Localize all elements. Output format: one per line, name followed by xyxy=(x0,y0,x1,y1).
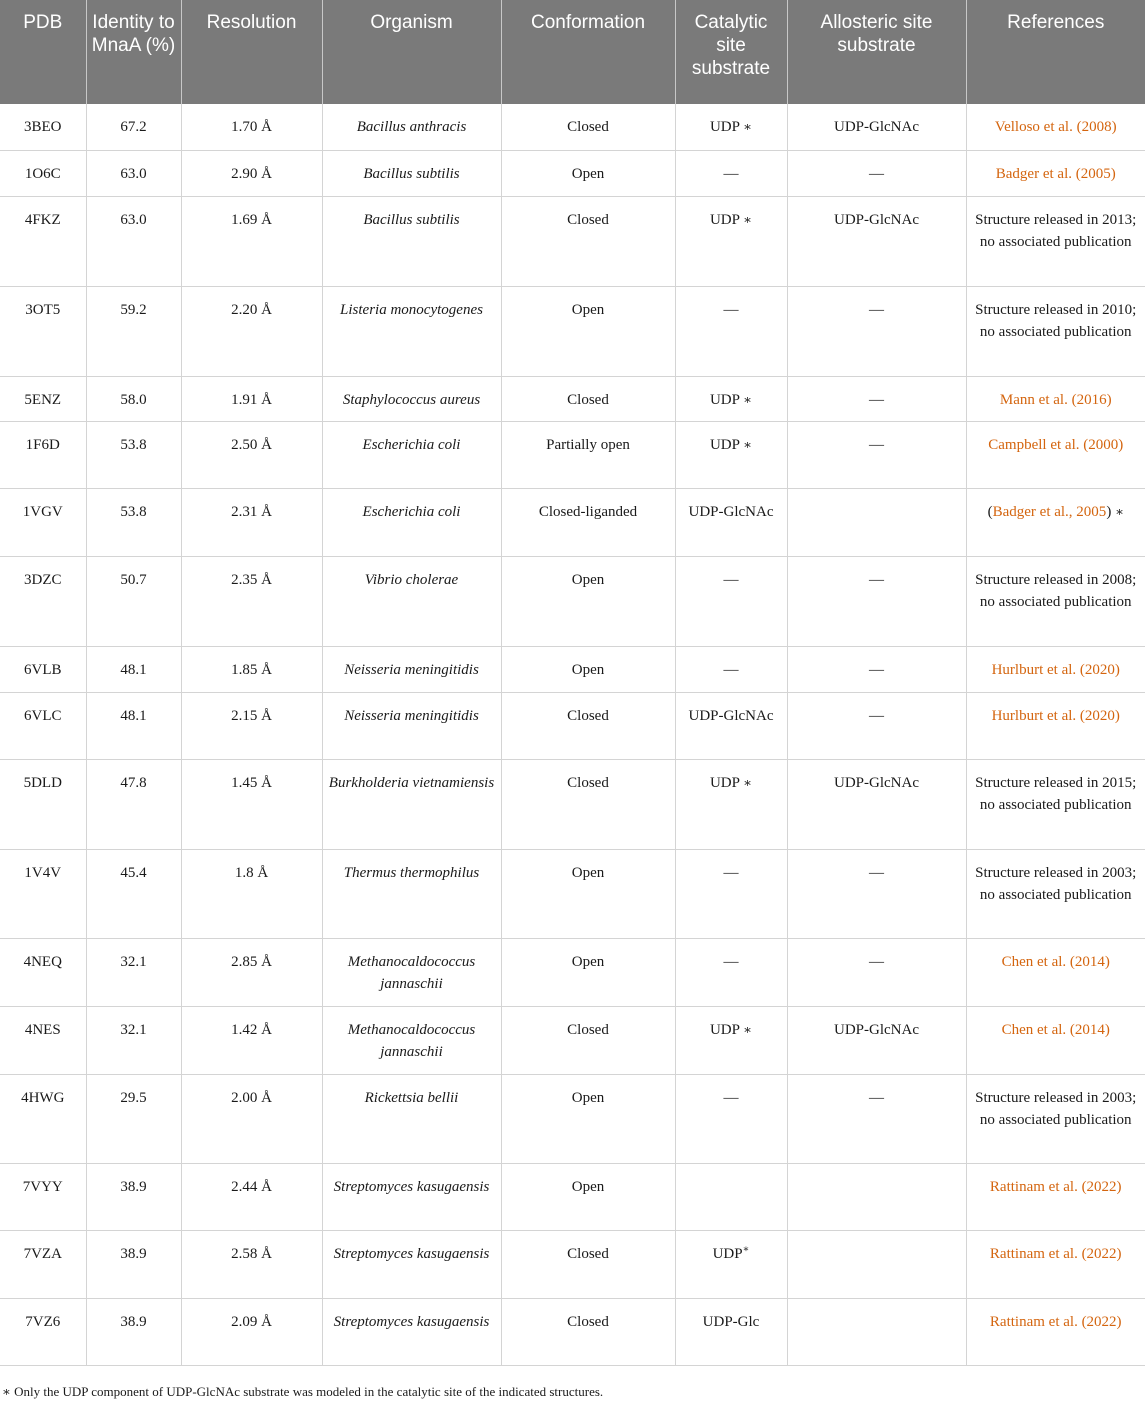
cell-conformation: Partially open xyxy=(501,421,675,488)
table-row xyxy=(0,104,1145,150)
cell-organism: Thermus thermophilus xyxy=(322,849,501,938)
cell-catalytic: — xyxy=(675,286,787,376)
cell-pdb: 4FKZ xyxy=(0,196,86,286)
cell-conformation: Closed xyxy=(501,104,675,150)
reference-link[interactable]: Campbell et al. (2000) xyxy=(988,436,1124,453)
cell-conformation: Open xyxy=(501,1074,675,1163)
cell-reference: Structure released in 2015; no associated publication xyxy=(966,759,1145,849)
cell-organism: Rickettsia bellii xyxy=(322,1074,501,1163)
cell-catalytic xyxy=(675,759,787,849)
cell-catalytic: — xyxy=(675,1074,787,1163)
cell-reference xyxy=(966,104,1145,150)
table-row xyxy=(0,1074,1145,1163)
table-row xyxy=(0,849,1145,938)
cell-catalytic xyxy=(675,1006,787,1074)
cell-identity: 50.7 xyxy=(86,556,181,646)
table-footnote: ∗ Only the UDP component of UDP-GlcNAc substrate was modeled in the catalytic site of the indicated structures. xyxy=(2,1384,604,1399)
cell-reference: Structure released in 2008; no associated publication xyxy=(966,556,1145,646)
cell-identity: 67.2 xyxy=(86,104,181,150)
cell-resolution: 1.70 Å xyxy=(181,104,322,150)
cell-catalytic: — xyxy=(675,556,787,646)
reference-link[interactable]: Velloso et al. (2008) xyxy=(994,119,1117,135)
cell-allosteric: — xyxy=(787,646,966,692)
table-row xyxy=(0,759,1145,849)
cell-pdb: 5ENZ xyxy=(0,376,86,421)
cell-organism: Bacillus subtilis xyxy=(322,196,501,286)
cell-allosteric xyxy=(787,1163,966,1230)
cell-reference xyxy=(966,938,1145,1006)
cell-organism: Escherichia coli xyxy=(322,488,501,556)
footnote-marker: ∗ xyxy=(743,391,753,407)
cell-conformation: Open xyxy=(501,849,675,938)
footnote-marker: ∗ xyxy=(743,436,753,452)
cell-resolution: 2.85 Å xyxy=(181,938,322,1006)
cell-catalytic: — xyxy=(675,646,787,692)
reference-link[interactable]: Badger et al. (2005) xyxy=(995,165,1116,182)
cell-reference xyxy=(966,376,1145,421)
cell-resolution: 2.15 Å xyxy=(181,692,322,759)
cell-conformation: Open xyxy=(501,150,675,196)
cell-pdb: 4NEQ xyxy=(0,938,86,1006)
cell-pdb: 7VYY xyxy=(0,1163,86,1230)
table-row xyxy=(0,488,1145,556)
cell-conformation: Open xyxy=(501,556,675,646)
cell-reference xyxy=(966,488,1145,556)
cell-pdb: 1O6C xyxy=(0,150,86,196)
catalytic-value: UDP xyxy=(709,119,740,135)
cell-conformation: Closed xyxy=(501,1298,675,1365)
cell-allosteric: — xyxy=(787,286,966,376)
cell-conformation: Closed xyxy=(501,1230,675,1298)
reference-link[interactable]: Rattinam et al. (2022) xyxy=(989,1178,1122,1195)
cell-catalytic xyxy=(675,421,787,488)
cell-catalytic: UDP-GlcNAc xyxy=(675,488,787,556)
cell-resolution: 1.8 Å xyxy=(181,849,322,938)
reference-link[interactable]: Mann et al. (2016) xyxy=(999,391,1112,408)
catalytic-value: UDP xyxy=(712,1245,743,1262)
cell-reference: Structure released in 2003; no associated publication xyxy=(966,1074,1145,1163)
cell-reference xyxy=(966,150,1145,196)
cell-resolution: 2.20 Å xyxy=(181,286,322,376)
cell-identity: 29.5 xyxy=(86,1074,181,1163)
cell-catalytic: — xyxy=(675,938,787,1006)
cell-identity: 38.9 xyxy=(86,1163,181,1230)
cell-resolution: 1.91 Å xyxy=(181,376,322,421)
cell-conformation: Open xyxy=(501,646,675,692)
table-row xyxy=(0,196,1145,286)
cell-reference xyxy=(966,1163,1145,1230)
cell-organism: Methanocaldococcus jannaschii xyxy=(322,1006,501,1074)
cell-conformation: Closed xyxy=(501,196,675,286)
col-header-resolution: Resolution xyxy=(181,0,322,104)
footnote-marker: ∗ xyxy=(743,774,753,790)
cell-resolution: 2.35 Å xyxy=(181,556,322,646)
footnote-marker: ∗ xyxy=(743,1021,753,1037)
footnote-marker: ∗ xyxy=(1115,503,1124,519)
cell-organism: Listeria monocytogenes xyxy=(322,286,501,376)
cell-conformation: Closed xyxy=(501,1006,675,1074)
cell-reference: Structure released in 2010; no associated publication xyxy=(966,286,1145,376)
cell-catalytic: UDP-GlcNAc xyxy=(675,692,787,759)
cell-conformation: Open xyxy=(501,938,675,1006)
cell-organism: Neisseria meningitidis xyxy=(322,646,501,692)
cell-catalytic: UDP-Glc xyxy=(675,1298,787,1365)
cell-reference: Structure released in 2013; no associated publication xyxy=(966,196,1145,286)
cell-organism: Bacillus subtilis xyxy=(322,150,501,196)
table-row xyxy=(0,1298,1145,1365)
cell-reference: Structure released in 2003; no associated publication xyxy=(966,849,1145,938)
cell-organism: Bacillus anthracis xyxy=(322,104,501,150)
cell-identity: 58.0 xyxy=(86,376,181,421)
cell-allosteric: UDP-GlcNAc xyxy=(787,759,966,849)
close-paren: ) xyxy=(1106,503,1112,520)
cell-organism: Escherichia coli xyxy=(322,421,501,488)
cell-reference xyxy=(966,1298,1145,1365)
cell-pdb: 6VLC xyxy=(0,692,86,759)
table-row xyxy=(0,1006,1145,1074)
open-paren: ( xyxy=(987,503,993,520)
cell-resolution: 1.45 Å xyxy=(181,759,322,849)
cell-pdb: 1VGV xyxy=(0,488,86,556)
cell-identity: 45.4 xyxy=(86,849,181,938)
table-row xyxy=(0,286,1145,376)
reference-link[interactable]: Rattinam et al. (2022) xyxy=(989,1245,1122,1262)
cell-allosteric: UDP-GlcNAc xyxy=(787,196,966,286)
catalytic-value: UDP xyxy=(709,774,740,791)
cell-identity: 47.8 xyxy=(86,759,181,849)
table-row xyxy=(0,556,1145,646)
cell-resolution: 2.44 Å xyxy=(181,1163,322,1230)
table-row xyxy=(0,376,1145,421)
cell-resolution: 2.58 Å xyxy=(181,1230,322,1298)
cell-organism: Vibrio cholerae xyxy=(322,556,501,646)
cell-pdb: 6VLB xyxy=(0,646,86,692)
catalytic-value: UDP xyxy=(709,211,740,228)
table-row xyxy=(0,646,1145,692)
cell-identity: 38.9 xyxy=(86,1230,181,1298)
cell-pdb: 7VZ6 xyxy=(0,1298,86,1365)
table-row xyxy=(0,150,1145,196)
cell-resolution: 2.09 Å xyxy=(181,1298,322,1365)
cell-organism: Streptomyces kasugaensis xyxy=(322,1298,501,1365)
cell-allosteric: — xyxy=(787,376,966,421)
col-header-conformation: Conformation xyxy=(501,0,675,104)
col-header-catalytic-substrate: Catalytic site substrate xyxy=(675,0,787,104)
cell-organism: Streptomyces kasugaensis xyxy=(322,1230,501,1298)
cell-organism: Neisseria meningitidis xyxy=(322,692,501,759)
cell-identity: 48.1 xyxy=(86,646,181,692)
cell-catalytic xyxy=(675,1230,787,1298)
cell-allosteric: — xyxy=(787,556,966,646)
reference-link[interactable]: Hurlburt et al. (2020) xyxy=(991,707,1120,724)
reference-link[interactable]: Hurlburt et al. (2020) xyxy=(991,661,1120,678)
cell-conformation: Closed xyxy=(501,376,675,421)
cell-conformation: Open xyxy=(501,286,675,376)
cell-identity: 48.1 xyxy=(86,692,181,759)
cell-resolution: 2.00 Å xyxy=(181,1074,322,1163)
cell-conformation: Closed xyxy=(501,759,675,849)
cell-allosteric xyxy=(787,1230,966,1298)
cell-pdb: 4NES xyxy=(0,1006,86,1074)
cell-identity: 53.8 xyxy=(86,488,181,556)
cell-identity: 63.0 xyxy=(86,196,181,286)
cell-identity: 59.2 xyxy=(86,286,181,376)
catalytic-value: UDP xyxy=(709,436,740,453)
cell-allosteric: UDP-GlcNAc xyxy=(787,1006,966,1074)
col-header-identity: Identity to MnaA (%) xyxy=(86,0,181,104)
col-header-pdb: PDB xyxy=(0,0,86,104)
cell-allosteric xyxy=(787,1298,966,1365)
cell-identity: 32.1 xyxy=(86,1006,181,1074)
cell-pdb: 5DLD xyxy=(0,759,86,849)
cell-allosteric: — xyxy=(787,692,966,759)
cell-pdb: 3DZC xyxy=(0,556,86,646)
cell-reference xyxy=(966,646,1145,692)
table-row xyxy=(0,1163,1145,1230)
col-header-organism: Organism xyxy=(322,0,501,104)
cell-pdb: 4HWG xyxy=(0,1074,86,1163)
cell-organism: Streptomyces kasugaensis xyxy=(322,1163,501,1230)
reference-link[interactable]: Rattinam et al. (2022) xyxy=(989,1313,1122,1330)
catalytic-value: UDP xyxy=(709,1021,740,1038)
col-header-references: References xyxy=(966,0,1145,104)
table-row xyxy=(0,1230,1145,1298)
cell-pdb: 3OT5 xyxy=(0,286,86,376)
cell-catalytic: — xyxy=(675,150,787,196)
cell-conformation: Closed xyxy=(501,692,675,759)
cell-allosteric: — xyxy=(787,150,966,196)
cell-identity: 53.8 xyxy=(86,421,181,488)
cell-allosteric: — xyxy=(787,421,966,488)
cell-organism: Staphylococcus aureus xyxy=(322,376,501,421)
cell-organism: Methanocaldococcus jannaschii xyxy=(322,938,501,1006)
cell-identity: 32.1 xyxy=(86,938,181,1006)
cell-catalytic: — xyxy=(675,849,787,938)
cell-resolution: 1.69 Å xyxy=(181,196,322,286)
reference-link[interactable]: Badger et al., 2005 xyxy=(992,503,1107,520)
cell-pdb: 3BEO xyxy=(0,104,86,150)
cell-allosteric: — xyxy=(787,938,966,1006)
cell-reference xyxy=(966,1006,1145,1074)
cell-resolution: 1.42 Å xyxy=(181,1006,322,1074)
cell-pdb: 1V4V xyxy=(0,849,86,938)
cell-reference xyxy=(966,1230,1145,1298)
cell-organism: Burkholderia vietnamiensis xyxy=(322,759,501,849)
cell-allosteric: — xyxy=(787,849,966,938)
cell-reference xyxy=(966,692,1145,759)
cell-reference xyxy=(966,421,1145,488)
cell-resolution: 2.90 Å xyxy=(181,150,322,196)
table-row xyxy=(0,421,1145,488)
cell-conformation: Open xyxy=(501,1163,675,1230)
footnote-marker: ∗ xyxy=(743,211,753,227)
cell-catalytic xyxy=(675,196,787,286)
col-header-allosteric-substrate: Allosteric site substrate xyxy=(787,0,966,104)
catalytic-value: UDP xyxy=(709,391,740,408)
cell-pdb: 1F6D xyxy=(0,421,86,488)
cell-resolution: 2.50 Å xyxy=(181,421,322,488)
cell-catalytic xyxy=(675,104,787,150)
header-row xyxy=(0,0,1145,104)
cell-resolution: 2.31 Å xyxy=(181,488,322,556)
cell-catalytic xyxy=(675,1163,787,1230)
cell-identity: 63.0 xyxy=(86,150,181,196)
cell-allosteric xyxy=(787,488,966,556)
footnote-marker: ∗ xyxy=(742,1243,750,1255)
cell-allosteric: — xyxy=(787,1074,966,1163)
reference-link[interactable]: Chen et al. (2014) xyxy=(1001,1021,1110,1038)
reference-link[interactable]: Chen et al. (2014) xyxy=(1001,953,1110,970)
table-row xyxy=(0,692,1145,759)
cell-conformation: Closed-liganded xyxy=(501,488,675,556)
table-row xyxy=(0,938,1145,1006)
cell-pdb: 7VZA xyxy=(0,1230,86,1298)
cell-allosteric: UDP-GlcNAc xyxy=(787,104,966,150)
footnote-marker: ∗ xyxy=(743,119,753,134)
cell-resolution: 1.85 Å xyxy=(181,646,322,692)
cell-catalytic xyxy=(675,376,787,421)
cell-identity: 38.9 xyxy=(86,1298,181,1365)
